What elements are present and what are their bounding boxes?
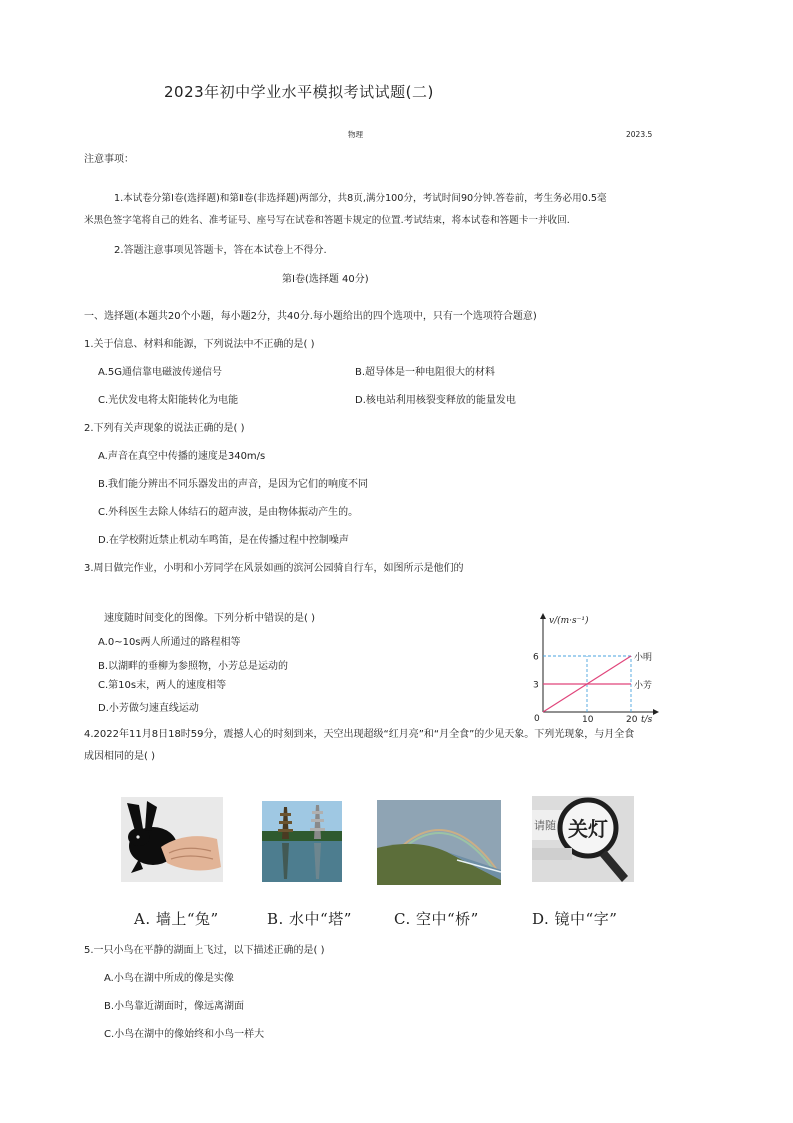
subject-label: 物理 <box>348 130 363 139</box>
question-2-option-b: B.我们能分辨出不同乐器发出的声音，是因为它们的响度不同 <box>98 479 369 490</box>
series-label-0: 小明 <box>634 653 653 663</box>
notice-item-1-line-1: 1.本试卷分第Ⅰ卷(选择题)和第Ⅱ卷(非选择题)两部分，共8页,满分100分，考试时间90分钟.答卷前，考生务必用0.5毫 <box>114 193 607 204</box>
question-4-stem-line-2: 成因相同的是( ) <box>84 751 155 762</box>
svg-text:请随: 请随 <box>534 819 556 832</box>
picture-c-caption: C. 空中“桥” <box>394 910 479 928</box>
picture-d-magnifier-text <box>532 796 634 882</box>
picture-a-shadow-rabbit <box>121 797 223 882</box>
section-1-heading: 一、选择题(本题共20个小题，每小题2分，共40分.每小题给出的四个选项中，只有一个选项符合题意) <box>84 311 537 322</box>
question-1-option-d: D.核电站利用核裂变释放的能量发电 <box>355 395 516 406</box>
x-axis-label: t/s <box>641 715 653 725</box>
question-5-option-a: A.小鸟在湖中所成的像是实像 <box>104 973 234 984</box>
question-2-option-d: D.在学校附近禁止机动车鸣笛，是在传播过程中控制噪声 <box>98 535 349 546</box>
question-1-option-c: C.光伏发电将太阳能转化为电能 <box>98 395 239 406</box>
y-tick-label-0: 3 <box>533 680 539 691</box>
question-5-option-c: C.小鸟在湖中的像始终和小鸟一样大 <box>104 1029 265 1040</box>
picture-c-rainbow <box>377 800 501 885</box>
exam-date: 2023.5 <box>626 130 653 139</box>
picture-d-caption: D. 镜中“字” <box>532 910 618 928</box>
picture-a-caption: A. 墙上“兔” <box>134 910 219 928</box>
notice-heading: 注意事项： <box>84 154 134 165</box>
question-2-option-c: C.外科医生去除人体结石的超声波，是由物体振动产生的。 <box>98 507 359 518</box>
x-tick-label-0: 10 <box>582 715 594 725</box>
question-3-stem-line-1: 3.周日做完作业，小明和小芳同学在风景如画的滨河公园骑自行车，如图所示是他们的 <box>84 563 464 574</box>
y-axis-label: v/(m·s⁻¹) <box>549 616 589 626</box>
question-3-option-a: A.0~10s两人所通过的路程相等 <box>98 637 241 648</box>
series-label-1: 小芳 <box>634 681 653 691</box>
question-4-stem-line-1: 4.2022年11月8日18时59分，震撼人心的时刻到来，天空出现超级“红月亮”和“月全食”的少见天象。下列光现象，与月全食 <box>84 729 635 740</box>
question-2-stem: 2.下列有关声现象的说法正确的是( ) <box>84 423 245 434</box>
x-tick-label-1: 20 <box>626 715 638 725</box>
question-2-option-a: A.声音在真空中传播的速度是340m/s <box>98 451 266 462</box>
notice-item-2: 2.答题注意事项见答题卡，答在本试卷上不得分. <box>114 245 327 256</box>
velocity-time-chart <box>522 608 662 726</box>
part1-title: 第Ⅰ卷(选择题 40分) <box>282 274 369 285</box>
sign-text: 关灯 <box>568 817 608 841</box>
question-5-stem: 5.一只小鸟在平静的湖面上飞过，以下描述正确的是( ) <box>84 945 325 956</box>
question-3-option-b: B.以湖畔的垂柳为参照物，小芳总是运动的 <box>98 661 289 672</box>
question-3-stem-line-2: 速度随时间变化的图像。下列分析中错误的是( ) <box>104 613 315 624</box>
question-3-option-c: C.第10s末，两人的速度相等 <box>98 680 227 691</box>
origin-tick-label: 0 <box>534 714 540 724</box>
y-tick-label-1: 6 <box>533 652 539 663</box>
notice-item-1-line-2: 米黑色签字笔将自己的姓名、准考证号、座号写在试卷和答题卡规定的位置.考试结束，将本试卷和答题卡一并收回. <box>84 215 570 226</box>
exam-title: 2023年初中学业水平模拟考试试题(二) <box>164 83 434 101</box>
question-3-option-d: D.小芳做匀速直线运动 <box>98 703 199 714</box>
question-5-option-b: B.小鸟靠近湖面时，像远离湖面 <box>104 1001 245 1012</box>
picture-b-caption: B. 水中“塔” <box>267 910 352 928</box>
question-1-option-b: B.超导体是一种电阻很大的材料 <box>355 367 496 378</box>
picture-b-tower-reflection <box>262 801 342 882</box>
question-1-stem: 1.关于信息、材料和能源，下列说法中不正确的是( ) <box>84 339 315 350</box>
question-1-option-a: A.5G通信靠电磁波传递信号 <box>98 367 222 378</box>
